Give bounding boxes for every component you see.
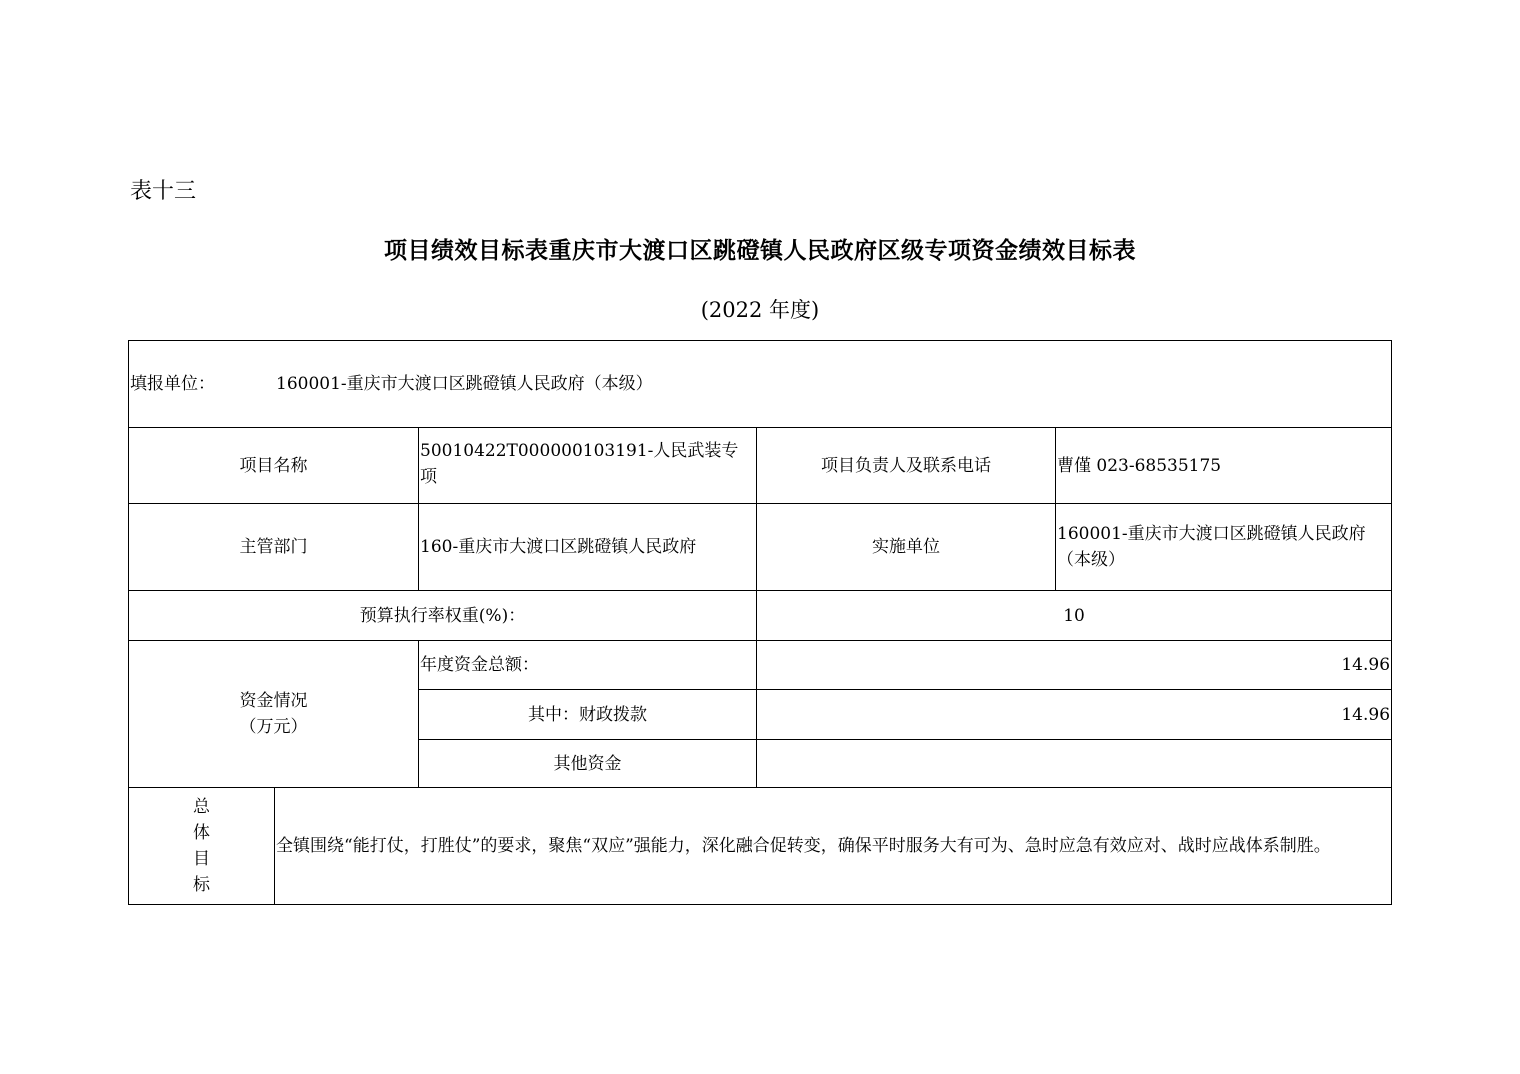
reporting-unit-cell <box>129 341 1392 428</box>
table-number-label: 表十三 <box>130 179 197 204</box>
implementing-unit-label: 实施单位 <box>757 504 1056 591</box>
contact-value: 曹僅 023-68535175 <box>1056 428 1392 504</box>
budget-weight-row <box>129 591 1392 641</box>
reporting-unit-label: 填报单位： <box>130 374 215 394</box>
fiscal-funds-value: 14.96 <box>757 690 1392 740</box>
reporting-unit-value: 160001-重庆市大渡口区跳磴镇人民政府（本级） <box>276 374 653 394</box>
document-title: 项目绩效目标表重庆市大渡口区跳磴镇人民政府区级专项资金绩效目标表 <box>384 238 1136 264</box>
overall-goal-char: 总 <box>193 797 210 817</box>
budget-weight-value: 10 <box>757 591 1392 641</box>
overall-goal-row <box>129 788 1392 905</box>
overall-goal-text: 全镇围绕“能打仗，打胜仗”的要求，聚焦“双应”强能力，深化融合促转变，确保平时服务大有可为、急时应急有效应对、战时应战体系制胜。 <box>275 788 1392 905</box>
funds-label-line2: （万元） <box>239 717 308 737</box>
funds-label <box>129 641 419 788</box>
annual-total-label: 年度资金总额： <box>419 641 757 690</box>
budget-weight-label: 预算执行率权重(%)： <box>129 591 757 641</box>
contact-label: 项目负责人及联系电话 <box>757 428 1056 504</box>
department-row <box>129 504 1392 591</box>
annual-total-value: 14.96 <box>757 641 1392 690</box>
performance-target-table <box>128 340 1392 905</box>
other-funds-value <box>757 740 1392 788</box>
overall-goal-char: 体 <box>193 823 210 843</box>
department-value: 160-重庆市大渡口区跳磴镇人民政府 <box>419 504 757 591</box>
overall-goal-char: 目 <box>193 849 210 869</box>
department-label: 主管部门 <box>129 504 419 591</box>
project-name-value: 50010422T000000103191-人民武装专项 <box>419 428 757 504</box>
annual-total-row <box>129 641 1392 690</box>
other-funds-label: 其他资金 <box>419 740 757 788</box>
reporting-unit-row <box>129 341 1392 428</box>
overall-goal-label <box>129 788 275 905</box>
document-year: (2022 年度) <box>700 298 820 322</box>
implementing-unit-value: 160001-重庆市大渡口区跳磴镇人民政府（本级） <box>1056 504 1392 591</box>
fiscal-funds-label: 其中：财政拨款 <box>419 690 757 740</box>
overall-goal-char: 标 <box>193 875 210 895</box>
project-name-label: 项目名称 <box>129 428 419 504</box>
project-name-row <box>129 428 1392 504</box>
funds-label-line1: 资金情况 <box>239 691 308 711</box>
